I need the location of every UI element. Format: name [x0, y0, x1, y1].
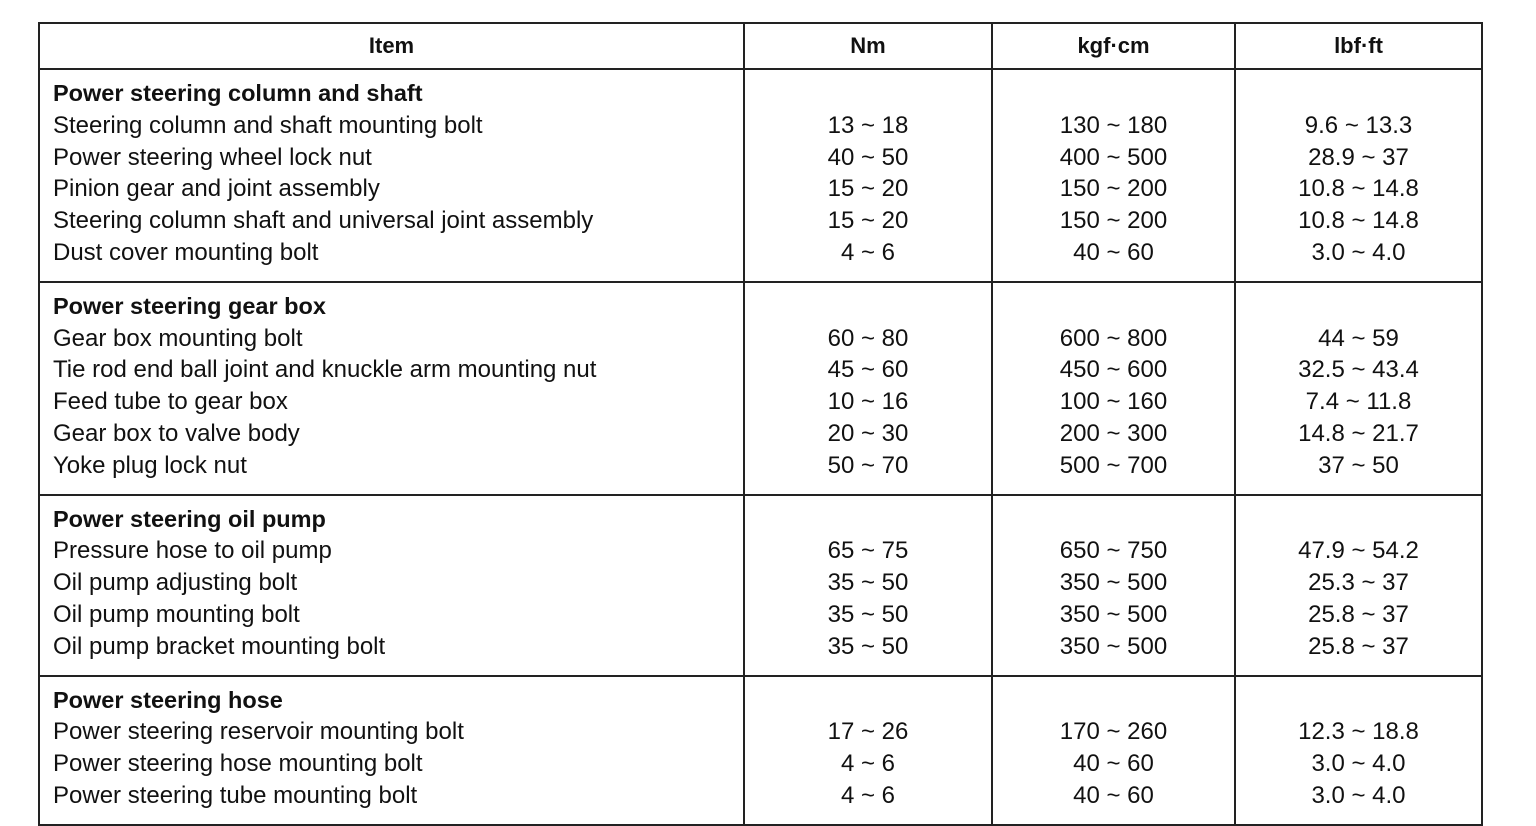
lbf-ft-value: 10.8 ~ 14.8 [1298, 207, 1419, 235]
item-name: Power steering wheel lock nut [53, 143, 372, 171]
lbf-ft-value: 3.0 ~ 4.0 [1311, 238, 1406, 266]
kgf-cm-value: 150 ~ 200 [1059, 175, 1168, 203]
spec-group-row [39, 676, 1482, 825]
item-name: Steering column and shaft mounting bolt [53, 111, 483, 139]
spec-group-row [39, 282, 1482, 495]
title-spacer [745, 291, 991, 323]
nm-value: 4 ~ 6 [840, 238, 896, 266]
nm-value: 15 ~ 20 [827, 175, 909, 203]
lbf-ft-value: 28.9 ~ 37 [1308, 143, 1409, 171]
title-spacer [1236, 291, 1481, 323]
nm-value: 35 ~ 50 [827, 600, 909, 628]
item-column-cell [39, 282, 744, 495]
lbf-ft-value: 25.3 ~ 37 [1308, 569, 1409, 597]
title-spacer [1236, 504, 1481, 536]
header-lbf-ft: lbf·ft [1235, 23, 1482, 69]
lbf-ft-value: 3.0 ~ 4.0 [1311, 781, 1406, 809]
kgf-cm-value: 650 ~ 750 [1059, 537, 1168, 565]
kgf-cm-value: 350 ~ 500 [1059, 600, 1168, 628]
group-title: Power steering hose [53, 686, 283, 713]
lbf-ft-value: 25.8 ~ 37 [1308, 600, 1409, 628]
nm-value: 65 ~ 75 [827, 537, 909, 565]
nm-value: 45 ~ 60 [827, 356, 909, 384]
item-name: Power steering reservoir mounting bolt [53, 718, 464, 746]
nm-value: 50 ~ 70 [827, 451, 909, 479]
kgf-cm-value: 40 ~ 60 [1073, 750, 1154, 778]
lbf-ft-value: 10.8 ~ 14.8 [1298, 175, 1419, 203]
spec-group [39, 676, 1482, 825]
nm-column-cell [744, 282, 992, 495]
kgf-cm-value: 450 ~ 600 [1059, 356, 1168, 384]
lbf-ft-value: 32.5 ~ 43.4 [1298, 356, 1419, 384]
lbf-column-cell [1235, 282, 1482, 495]
kgf-cm-value: 150 ~ 200 [1059, 207, 1168, 235]
kgf-column-cell [992, 69, 1235, 282]
title-spacer [745, 78, 991, 110]
nm-column-cell [744, 495, 992, 676]
spec-group [39, 495, 1482, 676]
title-spacer [993, 78, 1234, 110]
title-spacer [745, 504, 991, 536]
kgf-column-cell [992, 282, 1235, 495]
title-spacer [993, 291, 1234, 323]
item-column-cell [39, 495, 744, 676]
lbf-ft-value: 37 ~ 50 [1318, 451, 1399, 479]
kgf-column-cell [992, 495, 1235, 676]
nm-value: 60 ~ 80 [827, 324, 909, 352]
item-name: Oil pump adjusting bolt [53, 569, 298, 597]
torque-spec-table [38, 22, 1483, 826]
item-name: Pressure hose to oil pump [53, 537, 332, 565]
item-name: Tie rod end ball joint and knuckle arm mounting nut [53, 356, 597, 384]
item-column-cell [39, 69, 744, 282]
item-name: Power steering tube mounting bolt [53, 781, 418, 809]
kgf-cm-value: 170 ~ 260 [1059, 718, 1168, 746]
kgf-cm-value: 130 ~ 180 [1059, 111, 1168, 139]
nm-value: 13 ~ 18 [827, 111, 909, 139]
item-name: Gear box mounting bolt [53, 324, 303, 352]
kgf-cm-value: 600 ~ 800 [1059, 324, 1168, 352]
title-spacer [1236, 78, 1481, 110]
title-spacer [745, 685, 991, 717]
title-spacer [1236, 685, 1481, 717]
item-name: Pinion gear and joint assembly [53, 175, 380, 203]
item-name: Dust cover mounting bolt [53, 238, 319, 266]
nm-value: 15 ~ 20 [827, 207, 909, 235]
lbf-ft-value: 9.6 ~ 13.3 [1304, 111, 1413, 139]
nm-value: 35 ~ 50 [827, 632, 909, 660]
kgf-column-cell [992, 676, 1235, 825]
nm-column-cell [744, 69, 992, 282]
nm-value: 20 ~ 30 [827, 419, 909, 447]
kgf-cm-value: 40 ~ 60 [1073, 781, 1154, 809]
nm-value: 10 ~ 16 [827, 388, 909, 416]
nm-value: 4 ~ 6 [840, 781, 896, 809]
header-item: Item [39, 23, 744, 69]
kgf-cm-value: 500 ~ 700 [1059, 451, 1168, 479]
spec-group [39, 282, 1482, 495]
lbf-column-cell [1235, 495, 1482, 676]
nm-value: 17 ~ 26 [827, 718, 909, 746]
item-column-cell [39, 676, 744, 825]
lbf-ft-value: 12.3 ~ 18.8 [1298, 718, 1419, 746]
lbf-column-cell [1235, 676, 1482, 825]
table-header [39, 23, 1482, 69]
item-name: Power steering hose mounting bolt [53, 750, 423, 778]
lbf-ft-value: 14.8 ~ 21.7 [1298, 419, 1419, 447]
kgf-cm-value: 100 ~ 160 [1059, 388, 1168, 416]
spec-group-row [39, 495, 1482, 676]
lbf-ft-value: 25.8 ~ 37 [1308, 632, 1409, 660]
kgf-cm-value: 40 ~ 60 [1073, 238, 1154, 266]
kgf-cm-value: 350 ~ 500 [1059, 569, 1168, 597]
header-row [39, 23, 1482, 69]
lbf-column-cell [1235, 69, 1482, 282]
nm-value: 4 ~ 6 [840, 750, 896, 778]
kgf-cm-value: 200 ~ 300 [1059, 419, 1168, 447]
item-name: Feed tube to gear box [53, 388, 288, 416]
nm-value: 35 ~ 50 [827, 569, 909, 597]
item-name: Yoke plug lock nut [53, 451, 247, 479]
kgf-cm-value: 350 ~ 500 [1059, 632, 1168, 660]
spec-group-row [39, 69, 1482, 282]
lbf-ft-value: 47.9 ~ 54.2 [1298, 537, 1419, 565]
nm-value: 40 ~ 50 [827, 143, 909, 171]
item-name: Oil pump mounting bolt [53, 600, 300, 628]
header-kgf-cm: kgf·cm [992, 23, 1235, 69]
item-name: Steering column shaft and universal joint assembly [53, 207, 594, 235]
lbf-ft-value: 3.0 ~ 4.0 [1311, 750, 1406, 778]
group-title: Power steering column and shaft [53, 80, 423, 106]
lbf-ft-value: 7.4 ~ 11.8 [1305, 388, 1412, 416]
title-spacer [993, 685, 1234, 717]
group-title: Power steering oil pump [53, 505, 326, 532]
nm-column-cell [744, 676, 992, 825]
header-nm: Nm [744, 23, 992, 69]
title-spacer [993, 504, 1234, 536]
group-title: Power steering gear box [53, 292, 326, 319]
item-name: Oil pump bracket mounting bolt [53, 632, 386, 660]
item-name: Gear box to valve body [53, 419, 300, 447]
lbf-ft-value: 44 ~ 59 [1318, 324, 1399, 352]
spec-group [39, 69, 1482, 282]
kgf-cm-value: 400 ~ 500 [1059, 143, 1168, 171]
